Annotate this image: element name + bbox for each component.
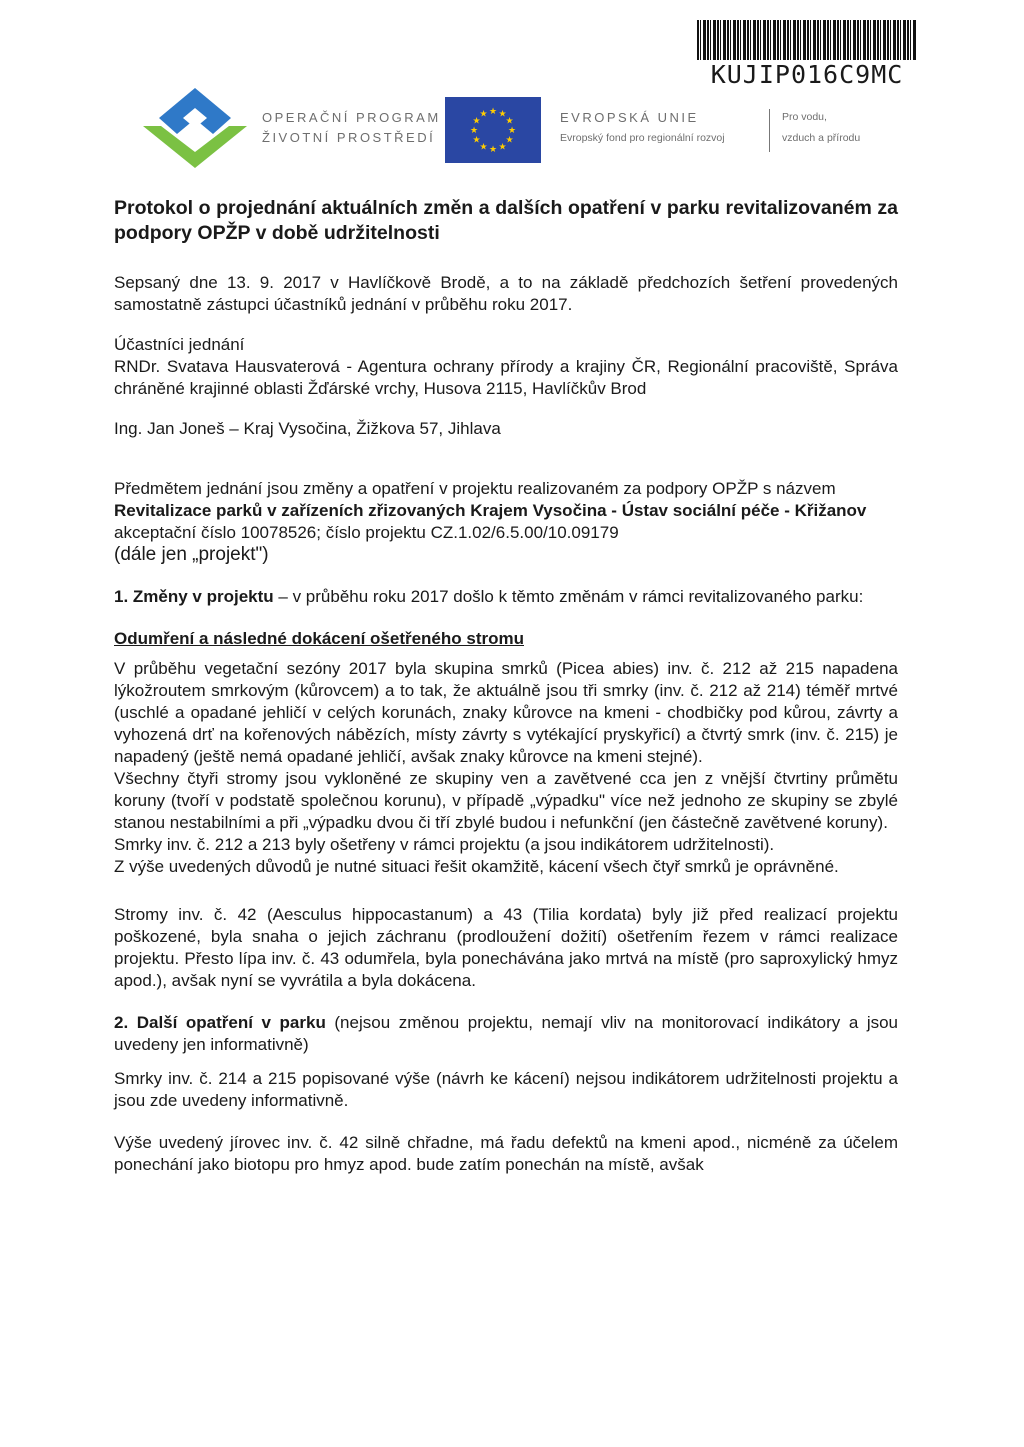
section-2 (114, 1012, 898, 1056)
eu-flag-icon (445, 97, 541, 163)
acceptance-number: akceptační číslo 10078526; číslo projektu CZ.1.02/6.5.00/10.09179 (114, 523, 619, 542)
section-2-heading: 2. Další opatření v parku (114, 1013, 326, 1032)
opzp-line-1: OPERAČNÍ PROGRAM (262, 110, 441, 125)
paragraph-4: Z výše uvedených důvodů je nutné situaci řešit okamžitě, kácení všech čtyř smrků je oprávněné. (114, 857, 839, 876)
paragraph-3: Smrky inv. č. 212 a 213 byly ošetřeny v rámci projektu (a jsou indikátorem udržitelnosti). (114, 835, 775, 854)
eu-star-icon: ★ (507, 125, 517, 135)
eu-star-icon: ★ (472, 115, 481, 126)
eu-star-icon: ★ (505, 134, 514, 145)
opzp-program-name (262, 108, 441, 148)
paragraph-7: Výše uvedený jírovec inv. č. 42 silně chřadne, má řadu defektů na kmeni apod., nicméně za účelem ponechání jako biotopu pro hmyz apod. bude zatím ponechán na místě, avšak (114, 1133, 898, 1174)
eu-star-icon: ★ (488, 144, 498, 154)
header-divider (769, 109, 770, 152)
paragraph-6: Smrky inv. č. 214 a 215 popisované výše (návrh ke kácení) nejsou indikátorem udržitelnosti projektu a jsou zde uvedeny informativně. (114, 1069, 898, 1110)
eu-star-icon: ★ (472, 134, 481, 145)
eu-star-icon: ★ (479, 108, 488, 119)
section-1-text: – v průběhu roku 2017 došlo k těmto změnám v rámci revitalizovaného parku: (273, 587, 864, 606)
paragraph-1: V průběhu vegetační sezóny 2017 byla skupina smrků (Picea abies) inv. č. 212 až 215 napadena lýkožroutem smrkovým (kůrovcem) a to tak, že aktuálně jsou tři smrky (inv. č. 212 až 214) téměř mrtvé (uschlé a opadané jehličí v celých korunách, znaky kůrovce na kmeni - chodbičky pod kůrou, závrty a vyhozená drť na kořenových nábězích, místy závrty s vytékající pryskyřicí) a čtvrtý smrk (inv. č. 215) je napadený (ještě nemá opadané jehličí, avšak znaky kůrovce na kmeni stejné). (114, 659, 898, 766)
eu-star-icon: ★ (498, 141, 507, 152)
paragraph-2: Všechny čtyři stromy jsou vykloněné ze skupiny ven a zavětvené cca jen z vnější čtvrtiny průmětu koruny (tvoří v podstatě společnou korunu), v případě „výpadku" více než jednoho ze skupiny se zbylé stanou nestabilními a při „výpadku dvou či tří zbylé budou i nefunkční (jen částečně zavětvené koruny). (114, 769, 898, 832)
document-id: KUJIP016C9MC (710, 60, 904, 89)
eu-star-icon: ★ (488, 106, 498, 116)
eu-title: EVROPSKÁ UNIE (560, 110, 699, 125)
participant-1: RNDr. Svatava Hausvaterová - Agentura ochrany přírody a krajiny ČR, Regionální pracoviště, Správa chráněné krajinné oblasti Žďárské vrchy, Husova 2115, Havlíčkův Brod (114, 357, 898, 398)
subject-intro: Předmětem jednání jsou změny a opatření v projektu realizovaném za podpory OPŽP s názvem (114, 479, 836, 498)
eu-star-icon: ★ (498, 108, 507, 119)
opzp-line-2: ŽIVOTNÍ PROSTŘEDÍ (262, 130, 436, 145)
section-1-heading: 1. Změny v projektu (114, 587, 274, 606)
project-name: Revitalizace parků v zařízeních zřizovaných Krajem Vysočina - Ústav sociální péče - Křižanov (114, 501, 867, 520)
document-title: Protokol o projednání aktuálních změn a dalších opatření v parku revitalizovaném za podpory OPŽP v době udržitelnosti (114, 197, 898, 244)
eu-star-icon: ★ (505, 115, 514, 126)
eu-fund: Evropský fond pro regionální rozvoj (560, 132, 725, 144)
opzp-logo-icon (143, 88, 247, 168)
slogan-line-2: vzduch a přírodu (782, 132, 861, 144)
subsection-heading: Odumření a následné dokácení ošetřeného stromu (114, 629, 524, 648)
document-body (114, 196, 898, 1176)
intro-paragraph: Sepsaný dne 13. 9. 2017 v Havlíčkově Brodě, a to na základě předchozích šetření provedených samostatně zástupci účastníků jednání v průběhu roku 2017. (114, 273, 898, 314)
paragraph-5: Stromy inv. č. 42 (Aesculus hippocastanum) a 43 (Tilia kordata) byly již před realizací projektu poškozené, byla snaha o jejich záchranu (prodloužení dožití) ošetřením řezem v rámci realizace projektu. Přesto lípa inv. č. 43 odumřela, byla ponechávána jako mrtvá na místě (pro saproxylický hmyz apod.), avšak nyní se vyvrátila a byla dokácena. (114, 905, 898, 990)
eu-star-icon: ★ (469, 125, 479, 135)
participants-heading: Účastníci jednání (114, 335, 245, 354)
slogan-line-1: Pro vodu, (782, 111, 827, 123)
slogan (782, 107, 860, 149)
section-2-text: (nejsou změnou projektu, nemají vliv na monitorovací indikátory a jsou uvedeny jen informativně) (114, 1013, 899, 1054)
eu-label (560, 107, 725, 149)
eu-star-icon: ★ (479, 141, 488, 152)
section-1 (114, 586, 898, 608)
project-alias: (dále jen „projekt") (114, 544, 269, 565)
participant-2: Ing. Jan Joneš – Kraj Vysočina, Žižkova 57, Jihlava (114, 419, 501, 438)
barcode (697, 20, 917, 60)
